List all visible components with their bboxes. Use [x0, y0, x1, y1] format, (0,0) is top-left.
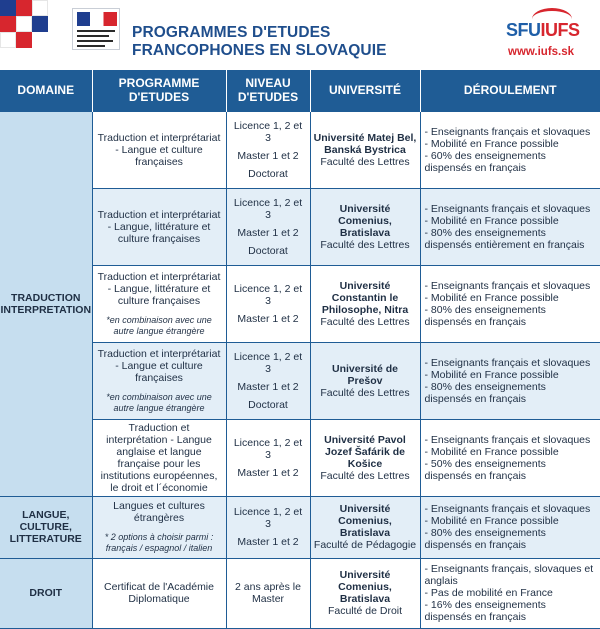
col-header-domaine: DOMAINE: [0, 70, 92, 111]
logo-sfu: SFU: [506, 20, 541, 40]
programme-name: Traduction et interprétariat - Langue et culture françaises: [97, 131, 221, 168]
university-cell: [310, 496, 420, 558]
faculty-name: Faculté des Lettres: [320, 155, 410, 168]
programme-note: *en combinaison avec une autre langue étrangère: [106, 314, 212, 336]
level-item: Licence 1, 2 et 3: [233, 196, 303, 221]
programme-note: * 2 options à choisir parmi : français / espagnol / italien: [104, 532, 214, 553]
programme-cell: [92, 188, 226, 265]
level-item: Master 1 et 2: [237, 149, 299, 162]
details-cell: [420, 496, 600, 558]
programmes-table: [0, 70, 600, 629]
detail-item: - Mobilité en France possible: [424, 368, 559, 381]
level-item: Licence 1, 2 et 3: [233, 506, 303, 530]
university-name: Université Comenius, Bratislava: [338, 503, 392, 539]
programme-name: Certificat de l'Académie Diplomatique: [104, 581, 214, 605]
level-cell: [226, 419, 310, 496]
embassy-logo-icon: [72, 8, 120, 50]
university-name: Université Comenius, Bratislava: [338, 202, 392, 239]
programme-name: Traduction et interprétariat - Langue, littérature et culture françaises: [97, 270, 221, 307]
programme-note: *en combinaison avec une autre langue étrangère: [106, 391, 212, 413]
level-item: Licence 1, 2 et 3: [233, 436, 303, 461]
detail-item: - 80% des enseignements dispensés en français: [424, 303, 546, 328]
detail-item: - Enseignants français et slovaques: [424, 279, 591, 292]
page-title: [132, 24, 387, 60]
domain-cell-traduction: TRADUCTION INTERPRETATION: [0, 111, 92, 496]
title-line-2: FRANCOPHONES EN SLOVAQUIE: [132, 42, 387, 59]
col-header-programme: PROGRAMME D'ETUDES: [92, 70, 226, 111]
faculty-name: Faculté des Lettres: [320, 469, 410, 482]
details-cell: [420, 265, 600, 342]
domain-cell-droit: DROIT: [0, 558, 92, 628]
university-name: Université Constantin le Philosophe, Nitra: [321, 279, 409, 316]
university-name: Université Matej Bel, Banská Bystrica: [313, 131, 417, 156]
table-header-row: [0, 70, 600, 111]
details-cell: [420, 188, 600, 265]
detail-item: - Enseignants français et slovaques: [424, 503, 591, 515]
detail-item: - Mobilité en France possible: [424, 137, 559, 150]
university-cell: [310, 342, 420, 419]
level-cell: [226, 558, 310, 628]
page-header: [0, 0, 600, 70]
programme-name: Traduction et interprétariat - Langue et culture françaises: [97, 347, 221, 384]
detail-item: - Mobilité en France possible: [424, 445, 559, 458]
level-cell: [226, 342, 310, 419]
detail-item: - Mobilité en France possible: [424, 515, 559, 527]
details-cell: [420, 111, 600, 188]
programme-cell: [92, 265, 226, 342]
detail-item: - Enseignants français et slovaques: [424, 433, 591, 446]
faculty-name: Faculté des Lettres: [320, 238, 410, 251]
level-item: Licence 1, 2 et 3: [233, 282, 303, 307]
table-row: [0, 496, 600, 558]
detail-item: - 80% des enseignements dispensés en français: [424, 380, 546, 405]
domain-cell-langue: LANGUE, CULTURE, LITTERATURE: [0, 496, 92, 558]
detail-item: - Enseignants français, slovaques et anglais: [424, 563, 594, 587]
level-item: Licence 1, 2 et 3: [233, 119, 303, 144]
university-cell: [310, 265, 420, 342]
detail-item: - Enseignants français et slovaques: [424, 125, 591, 138]
level-item: Master 1 et 2: [237, 312, 299, 325]
university-cell: [310, 419, 420, 496]
level-item: Master 1 et 2: [237, 380, 299, 393]
university-cell: [310, 558, 420, 628]
logo-url: www.iufs.sk: [508, 46, 575, 58]
programme-cell: [92, 342, 226, 419]
programme-cell: [92, 496, 226, 558]
detail-item: - 50% des enseignements dispensés en français: [424, 457, 546, 482]
title-line-1: PROGRAMMES D'ETUDES: [132, 24, 331, 41]
programme-cell: [92, 111, 226, 188]
faculty-name: Faculté des Lettres: [320, 386, 410, 399]
level-cell: [226, 188, 310, 265]
programme-name: Langues et cultures étrangères: [113, 500, 205, 524]
faculty-name: Faculté de Droit: [327, 605, 403, 617]
detail-item: - 60% des enseignements dispensés en français: [424, 149, 546, 174]
programme-name: Traduction et interprétation - Langue anglaise et langue française pour les institutions européennes, le droit et l´économie: [100, 421, 218, 494]
university-cell: [310, 188, 420, 265]
table-row: [0, 558, 600, 628]
detail-item: - Mobilité en France possible: [424, 214, 559, 227]
programme-cell: [92, 558, 226, 628]
faculty-name: Faculté des Lettres: [320, 315, 410, 328]
col-header-niveau: NIVEAU D'ETUDES: [226, 70, 310, 111]
level-cell: [226, 111, 310, 188]
col-header-universite: UNIVERSITÉ: [310, 70, 420, 111]
level-item: Licence 1, 2 et 3: [233, 350, 303, 375]
detail-item: - Mobilité en France possible: [424, 291, 559, 304]
university-name: Université de Prešov: [332, 362, 398, 387]
university-cell: [310, 111, 420, 188]
details-cell: [420, 558, 600, 628]
level-item: 2 ans après le Master: [235, 581, 301, 605]
level-item: Doctorat: [248, 244, 288, 257]
level-item: Doctorat: [248, 398, 288, 411]
details-cell: [420, 342, 600, 419]
details-cell: [420, 419, 600, 496]
faculty-name: Faculté de Pédagogie: [313, 539, 417, 551]
detail-item: - Enseignants français et slovaques: [424, 202, 591, 215]
programme-cell: [92, 419, 226, 496]
detail-item: - 80% des enseignements dispensés entièrement en français: [424, 226, 585, 251]
logo-iufs: IUFS: [540, 20, 580, 40]
level-item: Master 1 et 2: [237, 466, 299, 479]
flag-pattern-icon: [0, 0, 58, 54]
level-item: Doctorat: [248, 167, 288, 180]
level-item: Master 1 et 2: [237, 536, 299, 548]
col-header-deroulement: DÉROULEMENT: [420, 70, 600, 111]
level-cell: [226, 496, 310, 558]
detail-item: - 80% des enseignements dispensés en français: [424, 527, 546, 551]
detail-item: - Enseignants français et slovaques: [424, 356, 591, 369]
university-name: Université Comenius, Bratislava: [338, 569, 392, 605]
detail-item: - 16% des enseignements dispensés en français: [424, 599, 546, 623]
programme-name: Traduction et interprétariat - Langue, littérature et culture françaises: [97, 208, 221, 245]
level-cell: [226, 265, 310, 342]
university-name: Université Pavol Jozef Šafárik de Košice: [324, 433, 406, 470]
table-row: [0, 111, 600, 188]
level-item: Master 1 et 2: [237, 226, 299, 239]
detail-item: - Pas de mobilité en France: [424, 587, 553, 599]
iufs-logo: [502, 6, 592, 64]
